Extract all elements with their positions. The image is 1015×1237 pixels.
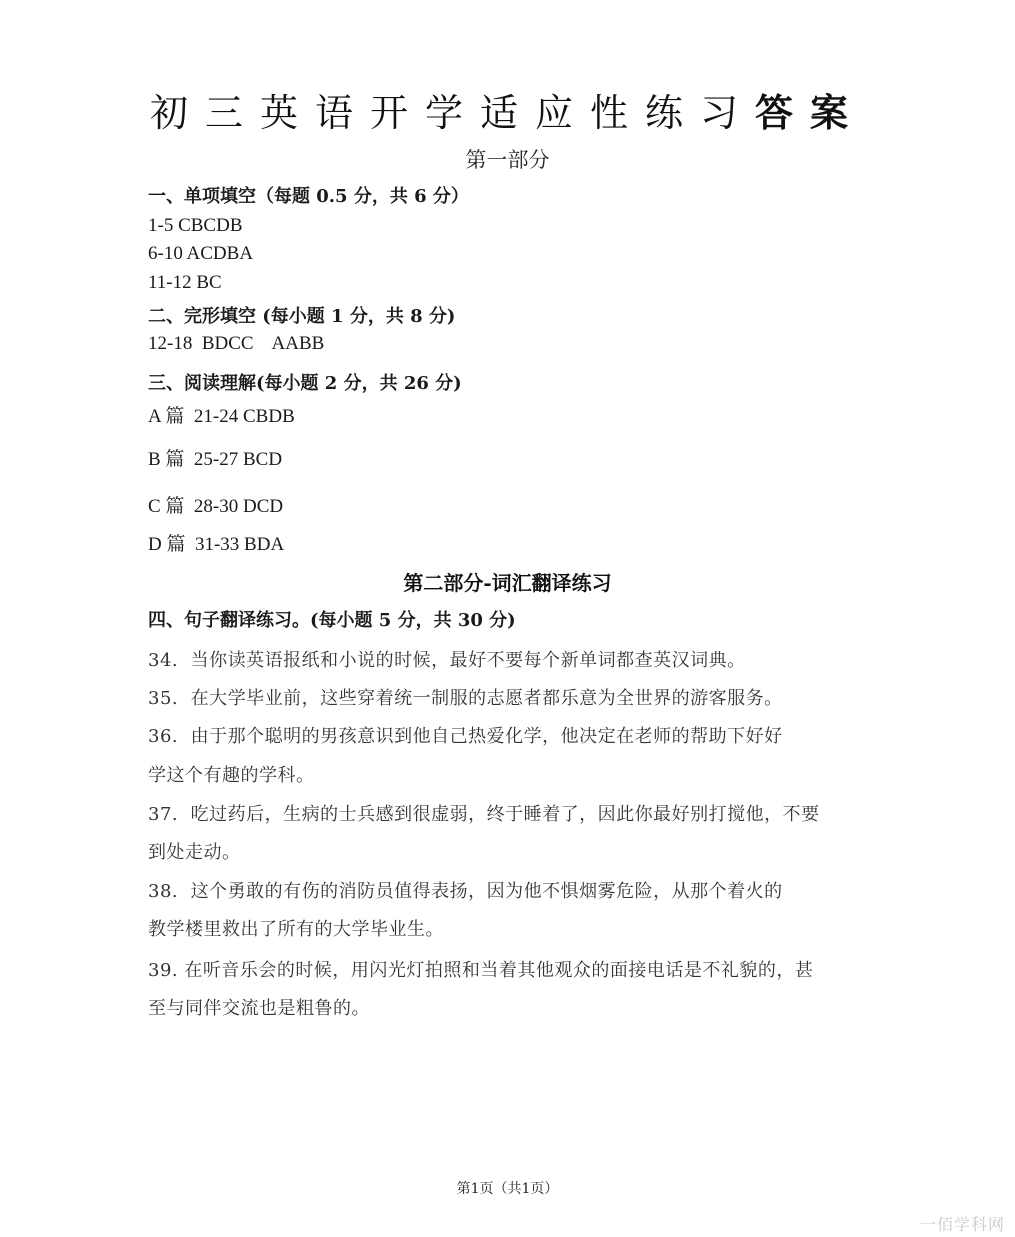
answer-line: 12-18 BDCC AABB <box>148 333 325 354</box>
translation-line: 到处走动。 <box>148 842 241 863</box>
answer-line: A 篇 21-24 CBDB <box>148 406 295 427</box>
answer-line: D 篇 31-33 BDA <box>148 534 285 555</box>
translation-line: 37. 吃过药后，生病的士兵感到很虚弱，终于睡着了，因此你最好别打搅他，不要 <box>148 804 820 825</box>
answer-line: 11-12 BC <box>148 272 222 293</box>
answer-line: B 篇 25-27 BCD <box>148 449 283 470</box>
translation-line: 学这个有趣的学科。 <box>148 765 315 786</box>
document-title <box>0 82 1015 137</box>
title-main: 初三英语开学适应性练习 <box>149 91 755 135</box>
translation-line: 至与同伴交流也是粗鲁的。 <box>148 998 370 1019</box>
section3-heading: 三、阅读理解(每小题 2 分，共 26 分) <box>148 373 462 394</box>
translation-line: 39. 在听音乐会的时候，用闪光灯拍照和当着其他观众的面接电话是不礼貌的，甚 <box>148 960 814 981</box>
title-answer: 答案 <box>755 90 866 135</box>
watermark: 一佰学科网 <box>919 1215 1005 1234</box>
translation-line: 38. 这个勇敢的有伤的消防员值得表扬，因为他不惧烟雾危险，从那个着火的 <box>148 881 783 902</box>
translation-line: 34. 当你读英语报纸和小说的时候，最好不要每个新单词都查英汉词典。 <box>148 650 746 671</box>
answer-line: 6-10 ACDBA <box>148 243 254 264</box>
part2-heading: 第二部分-词汇翻译练习 <box>403 571 612 595</box>
part1-heading: 第一部分 <box>465 148 550 172</box>
answer-line: C 篇 28-30 DCD <box>148 496 284 517</box>
section4-heading: 四、句子翻译练习。(每小题 5 分，共 30 分) <box>148 610 516 631</box>
translation-line: 36. 由于那个聪明的男孩意识到他自己热爱化学，他决定在老师的帮助下好好 <box>148 726 783 747</box>
translation-line: 教学楼里救出了所有的大学毕业生。 <box>148 919 444 940</box>
section2-heading: 二、完形填空 (每小题 1 分，共 8 分) <box>148 306 456 327</box>
answer-line: 1-5 CBCDB <box>148 215 243 236</box>
section1-heading: 一、单项填空（每题 0.5 分，共 6 分） <box>148 186 469 207</box>
translation-line: 35. 在大学毕业前，这些穿着统一制服的志愿者都乐意为全世界的游客服务。 <box>148 688 783 709</box>
page-footer: 第1页（共1页） <box>456 1181 559 1197</box>
